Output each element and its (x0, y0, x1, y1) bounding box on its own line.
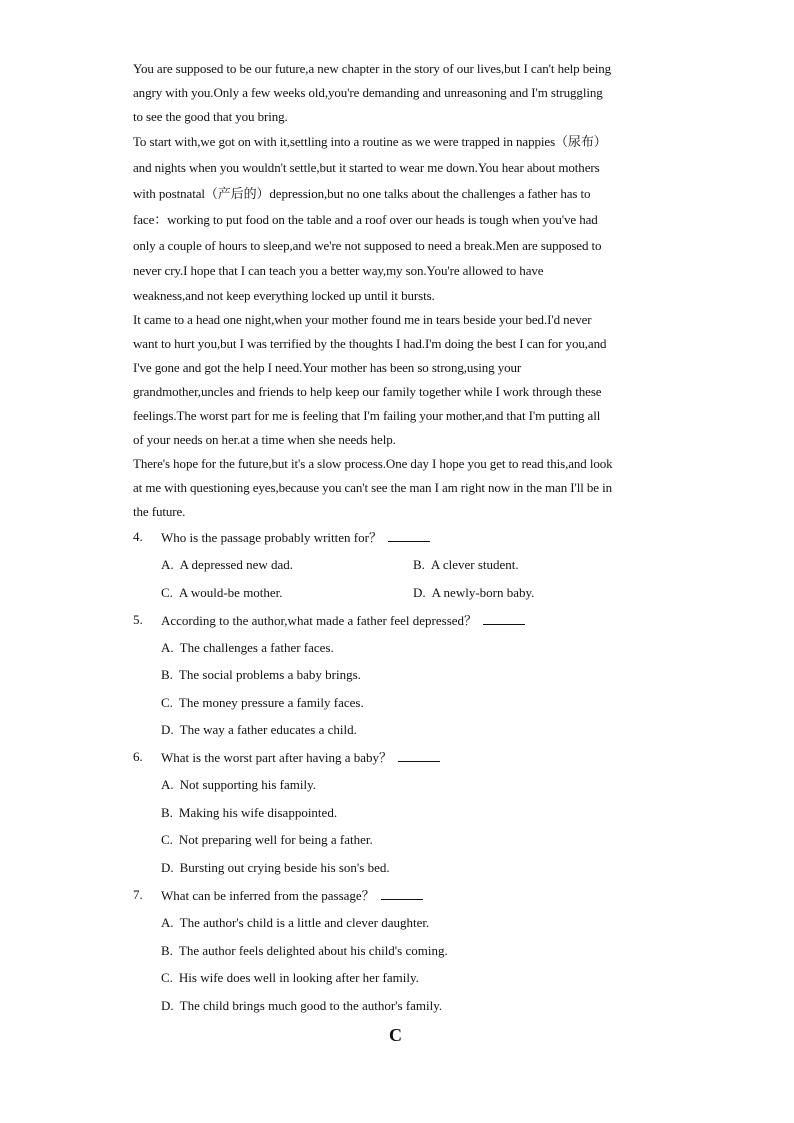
option-letter: D. (161, 722, 174, 737)
question-stem-text: Who is the passage probably written for？ (161, 530, 382, 545)
passage-line: to see the good that you bring. (133, 109, 288, 124)
question-stem (161, 749, 440, 766)
option-text: Making his wife disappointed. (178, 805, 338, 820)
question-stem-text: According to the author,what made a father feel depressed？ (161, 613, 478, 628)
passage-line: the future. (133, 504, 186, 519)
option-letter: A. (161, 557, 174, 572)
option-letter: A. (161, 915, 174, 930)
passage-line: and nights when you wouldn't settle,but it started to wear me down.You hear about mothers (133, 160, 600, 175)
option-a[interactable] (161, 915, 429, 931)
option-letter: B. (161, 943, 173, 958)
passage-line: weakness,and not keep everything locked up until it bursts. (133, 288, 435, 303)
option-c[interactable] (161, 832, 373, 848)
option-text: The author's child is a little and clever daughter. (179, 915, 430, 930)
option-a[interactable] (161, 640, 334, 656)
passage-line: I've gone and got the help I need.Your mother has been so strong,using your (133, 360, 522, 375)
option-letter: B. (413, 557, 425, 572)
passage-line: only a couple of hours to sleep,and we're not supposed to need a break.Men are supposed to (133, 238, 602, 253)
option-letter: A. (161, 640, 174, 655)
option-letter: C. (161, 695, 173, 710)
passage-line: feelings.The worst part for me is feeling that I'm failing your mother,and that I'm putting all (133, 408, 601, 423)
passage-line: face：working to put food on the table and a roof over our heads is tough when you've had (133, 212, 598, 227)
passage-line: angry with you.Only a few weeks old,you're demanding and unreasoning and I'm struggling (133, 85, 603, 100)
passage-line: There's hope for the future,but it's a slow process.One day I hope you get to read this,and look (133, 456, 613, 471)
option-d[interactable] (161, 860, 390, 876)
question-number: 7. (133, 887, 143, 902)
option-letter: D. (161, 998, 174, 1013)
question-stem (161, 612, 525, 629)
option-b[interactable] (161, 667, 361, 683)
answer-blank[interactable] (483, 612, 525, 625)
option-text: Not preparing well for being a father. (178, 832, 373, 847)
option-c[interactable] (161, 695, 364, 711)
question-stem (161, 529, 430, 546)
passage-line: You are supposed to be our future,a new chapter in the story of our lives,but I can't help being (133, 61, 612, 76)
passage-line: grandmother,uncles and friends to help keep our family together while I work through these (133, 384, 602, 399)
passage-line: at me with questioning eyes,because you can't see the man I am right now in the man I'll be in (133, 480, 613, 495)
option-text: His wife does well in looking after her family. (178, 970, 419, 985)
passage-line: of your needs on her.at a time when she needs help. (133, 432, 396, 447)
option-text: The way a father educates a child. (179, 722, 357, 737)
section-heading: C (389, 1025, 402, 1045)
passage-line: want to hurt you,but I was terrified by the thoughts I had.I'm doing the best I can for you,and (133, 336, 607, 351)
answer-blank[interactable] (398, 749, 440, 762)
question-stem-text: What is the worst part after having a baby？ (161, 750, 393, 765)
option-text: The author feels delighted about his child's coming. (178, 943, 448, 958)
option-a[interactable] (161, 777, 316, 793)
option-text: The child brings much good to the author's family. (179, 998, 443, 1013)
option-d[interactable] (413, 585, 534, 601)
option-text: The challenges a father faces. (179, 640, 334, 655)
option-b[interactable] (161, 943, 448, 959)
option-c[interactable] (161, 585, 283, 601)
option-d[interactable] (161, 722, 357, 738)
answer-blank[interactable] (381, 887, 423, 900)
option-letter: B. (161, 667, 173, 682)
option-d[interactable] (161, 998, 442, 1014)
option-letter: A. (161, 777, 174, 792)
option-b[interactable] (413, 557, 519, 573)
option-text: The money pressure a family faces. (178, 695, 364, 710)
passage-line: with postnatal（产后的）depression,but no one talks about the challenges a father has to (133, 186, 591, 201)
option-letter: C. (161, 832, 173, 847)
option-text: A depressed new dad. (179, 557, 293, 572)
option-letter: D. (161, 860, 174, 875)
question-stem-text: What can be inferred from the passage？ (161, 888, 375, 903)
option-letter: D. (413, 585, 426, 600)
question-number: 4. (133, 529, 143, 544)
passage-line: It came to a head one night,when your mother found me in tears beside your bed.I'd never (133, 312, 592, 327)
question-number: 5. (133, 612, 143, 627)
question-stem (161, 887, 423, 904)
option-a[interactable] (161, 557, 293, 573)
question-number: 6. (133, 749, 143, 764)
option-text: Not supporting his family. (179, 777, 317, 792)
option-text: A newly-born baby. (431, 585, 535, 600)
option-c[interactable] (161, 970, 419, 986)
passage-line: never cry.I hope that I can teach you a better way,my son.You're allowed to have (133, 263, 544, 278)
option-text: Bursting out crying beside his son's bed. (179, 860, 390, 875)
option-letter: C. (161, 970, 173, 985)
option-text: The social problems a baby brings. (178, 667, 361, 682)
option-letter: B. (161, 805, 173, 820)
option-text: A would-be mother. (178, 585, 283, 600)
option-b[interactable] (161, 805, 337, 821)
answer-blank[interactable] (388, 529, 430, 542)
option-text: A clever student. (430, 557, 519, 572)
option-letter: C. (161, 585, 173, 600)
passage-line: To start with,we got on with it,settling into a routine as we were trapped in nappies（尿布） (133, 134, 607, 149)
